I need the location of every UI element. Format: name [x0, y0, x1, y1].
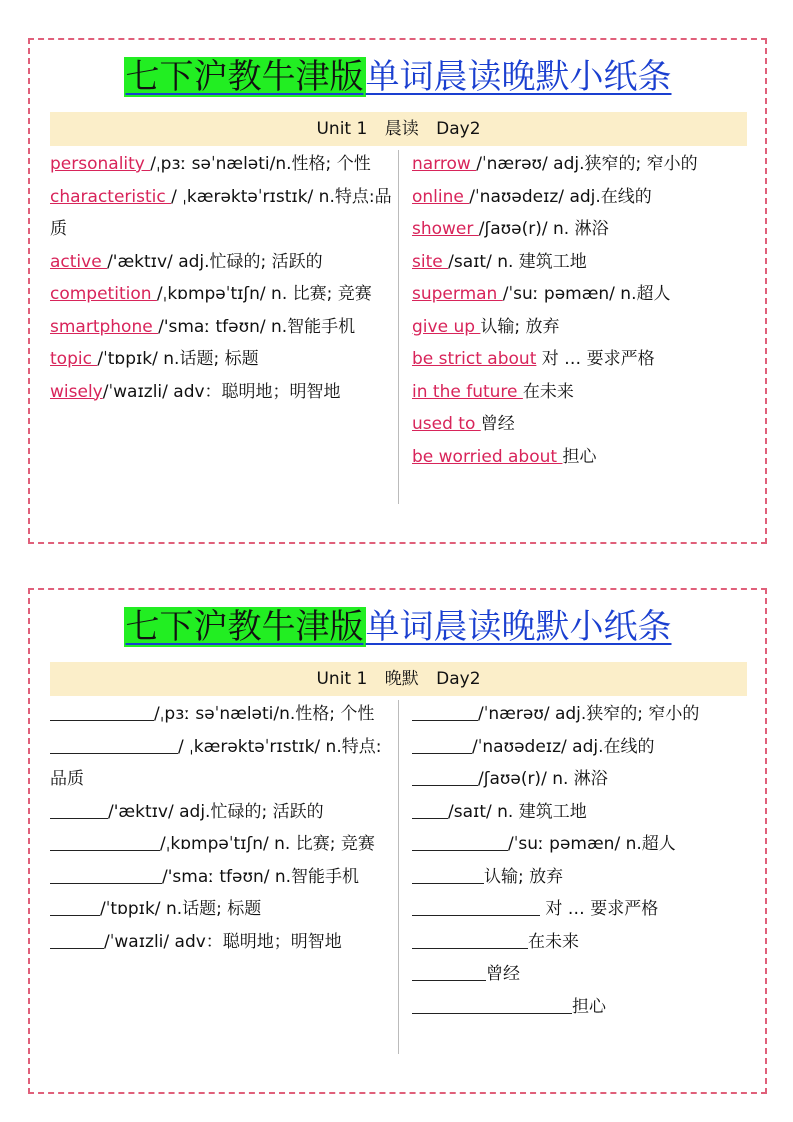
answer-blank[interactable] [50, 735, 178, 754]
dictation-definition: /ˌkɒmpəˈtɪʃn/ n. 比赛; 竞赛 [160, 834, 375, 854]
vocab-word: characteristic [50, 186, 172, 207]
vocab-word: used to [412, 414, 481, 434]
day-label: Day2 [436, 669, 481, 689]
dictation-entry [412, 958, 747, 991]
unit-header [50, 112, 747, 146]
dictation-definition: 在未来 [528, 931, 579, 952]
vocab-word: online [412, 186, 470, 207]
answer-blank[interactable] [50, 832, 160, 851]
day-label: Day2 [436, 119, 481, 139]
vocab-word: be worried about [412, 446, 563, 467]
answer-blank[interactable] [412, 930, 528, 949]
dictation-definition: /ˈsuː pəmæn/ n.超人 [508, 834, 676, 854]
vocab-word: superman [412, 284, 503, 304]
vocab-entry [412, 246, 747, 279]
dictation-definition: 认输; 放弃 [484, 866, 564, 887]
vocab-word: shower [412, 219, 479, 239]
column-divider [398, 700, 399, 1054]
answer-blank[interactable] [412, 865, 484, 884]
dictation-entry [412, 926, 747, 959]
answer-blank[interactable] [412, 800, 448, 819]
dictation-definition: /saɪt/ n. 建筑工地 [448, 801, 587, 822]
vocab-entry [412, 213, 747, 246]
vocab-entry [412, 278, 747, 311]
dictation-entry [412, 763, 747, 796]
vocab-word: narrow [412, 154, 477, 174]
answer-blank[interactable] [412, 767, 478, 786]
vocab-definition: 在未来 [522, 381, 574, 402]
vocab-definition: /ˌpɜː səˈnæləti/n.性格; 个性 [150, 154, 371, 174]
vocab-definition: /ʃaʊə(r)/ n. 淋浴 [478, 219, 609, 239]
vocab-entry [50, 278, 392, 311]
vocab-definition: 认输; 放弃 [480, 316, 560, 337]
session-label: 晨读 [384, 119, 419, 139]
vocab-definition: 曾经 [480, 414, 515, 434]
vocab-word: be strict about [412, 349, 537, 369]
dictation-entry [412, 796, 747, 829]
dictation-entry [50, 731, 392, 796]
answer-blank[interactable] [50, 800, 108, 819]
answer-blank[interactable] [412, 995, 572, 1014]
vocab-word: topic [50, 349, 98, 369]
vocab-word: smartphone [50, 316, 159, 337]
vocab-definition: /ˈnaʊədeɪz/ adj.在线的 [469, 186, 652, 207]
vocab-word: in the future [412, 381, 523, 402]
answer-blank[interactable] [412, 832, 508, 851]
dictation-definition: 对 … 要求严格 [540, 899, 659, 919]
column-divider [398, 150, 399, 504]
vocab-entry [50, 343, 392, 376]
vocab-entry [412, 148, 747, 181]
title-highlight: 七下沪教牛津版 [125, 607, 364, 647]
dictation-definition: 担心 [572, 996, 606, 1017]
answer-blank[interactable] [50, 897, 100, 916]
dictation-definition: /'smaː tfəʊn/ n.智能手机 [162, 866, 360, 887]
vocab-word: give up [412, 316, 481, 337]
dictation-entry [50, 861, 392, 894]
dictation-entry [50, 828, 392, 861]
vocab-definition: /saɪt/ n. 建筑工地 [448, 251, 587, 272]
unit-label: Unit 1 [316, 669, 368, 689]
vocab-entry [412, 408, 747, 441]
unit-header [50, 662, 747, 696]
vocab-word: active [50, 251, 108, 272]
dictation-definition: /ˈwaɪzli/ adv：聪明地；明智地 [104, 931, 342, 952]
dictation-entry [50, 926, 392, 959]
unit-label: Unit 1 [316, 119, 368, 139]
dictation-entry [50, 893, 392, 926]
session-label: 晚默 [384, 669, 419, 689]
dictation-definition: /ˌpɜː səˈnæləti/n.性格; 个性 [154, 704, 375, 724]
vocab-definition: /'æktɪv/ adj.忙碌的; 活跃的 [107, 251, 323, 272]
vocab-entry [50, 181, 392, 246]
dictation-column-left [50, 698, 392, 958]
vocab-definition: 担心 [562, 446, 597, 467]
vocab-definition: / ˌkærəktəˈrɪstɪk/ n.特点:品质 [50, 186, 392, 239]
page-title [30, 54, 765, 100]
answer-blank[interactable] [412, 702, 478, 721]
answer-blank[interactable] [50, 930, 104, 949]
vocab-entry [412, 311, 747, 344]
dictation-entry [412, 828, 747, 861]
answer-blank[interactable] [50, 702, 154, 721]
title-highlight: 七下沪教牛津版 [125, 57, 364, 97]
vocab-entry [412, 376, 747, 409]
vocab-word: wisely [50, 381, 103, 402]
vocab-word: personality [50, 154, 151, 174]
dictation-entry [50, 796, 392, 829]
dictation-definition: / ˌkærəktəˈrɪstɪk/ n.特点:品质 [50, 736, 382, 789]
vocab-entry [412, 343, 747, 376]
vocab-definition: /ˈnærəʊ/ adj.狭窄的; 窄小的 [476, 154, 698, 174]
morning-reading-card [28, 38, 767, 544]
page-title [30, 604, 765, 650]
dictation-definition: /ˈtɒpɪk/ n.话题; 标题 [100, 899, 262, 919]
dictation-entry [412, 893, 747, 926]
answer-blank[interactable] [412, 735, 472, 754]
dictation-definition: /ˈnærəʊ/ adj.狭窄的; 窄小的 [478, 704, 700, 724]
vocab-entry [50, 376, 392, 409]
title-rest: 单词晨读晚默小纸条 [365, 57, 672, 97]
vocab-definition: 对 … 要求严格 [536, 349, 655, 369]
vocab-column-left [50, 148, 392, 408]
evening-dictation-card [28, 588, 767, 1094]
title-rest: 单词晨读晚默小纸条 [365, 607, 672, 647]
dictation-definition: /ʃaʊə(r)/ n. 淋浴 [478, 769, 608, 789]
dictation-entry [50, 698, 392, 731]
dictation-definition: /'æktɪv/ adj.忙碌的; 活跃的 [108, 801, 324, 822]
answer-blank[interactable] [50, 865, 162, 884]
dictation-column-right [412, 698, 747, 1023]
vocab-definition: /ˌkɒmpəˈtɪʃn/ n. 比赛; 竞赛 [156, 284, 372, 304]
answer-blank[interactable] [412, 962, 486, 981]
dictation-entry [412, 991, 747, 1024]
vocab-word: site [412, 251, 449, 272]
vocab-column-right [412, 148, 747, 473]
dictation-definition: 曾经 [486, 964, 520, 984]
vocab-definition: /ˈwaɪzli/ adv：聪明地；明智地 [102, 381, 341, 402]
vocab-definition: /ˈtɒpɪk/ n.话题; 标题 [97, 349, 259, 369]
dictation-entry [412, 731, 747, 764]
vocab-entry [412, 441, 747, 474]
vocab-definition: /ˈsuː pəmæn/ n.超人 [502, 284, 671, 304]
dictation-definition: /ˈnaʊədeɪz/ adj.在线的 [472, 736, 655, 757]
vocab-entry [412, 181, 747, 214]
answer-blank[interactable] [412, 897, 540, 916]
vocab-entry [50, 311, 392, 344]
vocab-word: competition [50, 284, 157, 304]
dictation-entry [412, 861, 747, 894]
vocab-entry [50, 148, 392, 181]
vocab-entry [50, 246, 392, 279]
dictation-entry [412, 698, 747, 731]
vocab-definition: /'smaː tfəʊn/ n.智能手机 [158, 316, 356, 337]
